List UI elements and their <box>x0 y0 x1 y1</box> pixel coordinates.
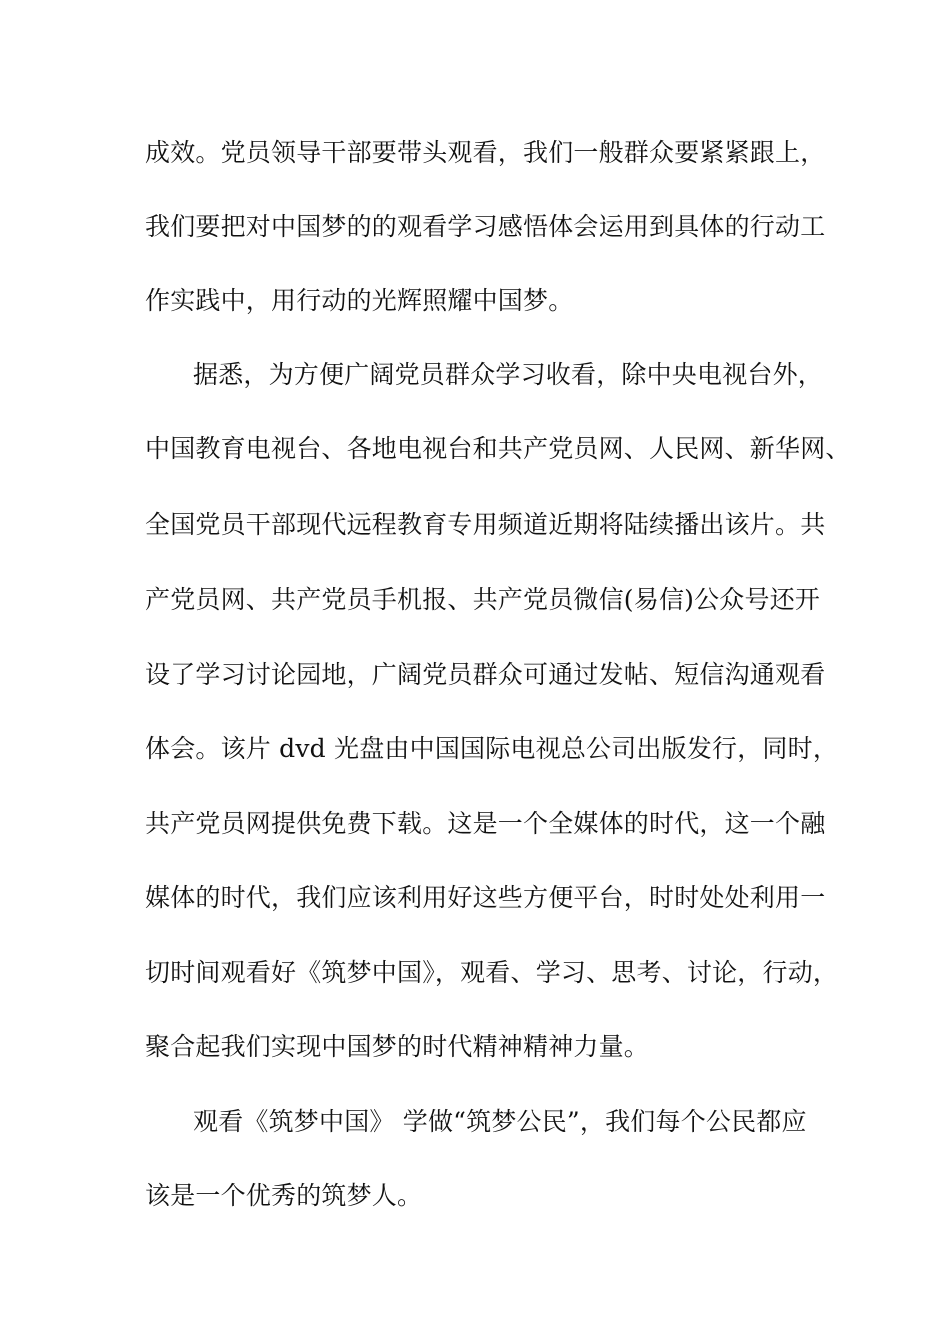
paragraph-line: 切时间观看好《筑梦中国》，观看、学习、思考、讨论，行动， <box>145 958 839 987</box>
paragraph-line: 聚合起我们实现中国梦的时代精神精神力量。 <box>145 1032 650 1061</box>
paragraph-first-line: 观看《筑梦中国》 学做“筑梦公民”，我们每个公民都应 <box>193 1107 807 1136</box>
paragraph-line: 设了学习讨论园地，广阔党员群众可通过发帖、短信沟通观看 <box>145 660 826 689</box>
paragraph-line: 中国教育电视台、各地电视台和共产党员网、人民网、新华网、 <box>145 434 851 463</box>
paragraph-line: 产党员网、共产党员手机报、共产党员微信(易信)公众号还开 <box>145 585 821 614</box>
paragraph-line: 全国党员干部现代远程教育专用频道近期将陆续播出该片。共 <box>145 510 826 539</box>
paragraph-line: 该是一个优秀的筑梦人。 <box>145 1181 423 1210</box>
paragraph-line: 我们要把对中国梦的的观看学习感悟体会运用到具体的行动工 <box>145 212 826 241</box>
paragraph-line: 作实践中，用行动的光辉照耀中国梦。 <box>145 286 574 315</box>
paragraph-line: 体会。该片 dvd 光盘由中国国际电视总公司出版发行，同时， <box>145 734 839 763</box>
paragraph-line: 共产党员网提供免费下载。这是一个全媒体的时代，这一个融 <box>145 809 826 838</box>
paragraph-first-line: 据悉，为方便广阔党员群众学习收看，除中央电视台外， <box>193 360 824 389</box>
paragraph-line: 媒体的时代，我们应该利用好这些方便平台，时时处处利用一 <box>145 883 826 912</box>
paragraph-line: 成效。党员领导干部要带头观看，我们一般群众要紧紧跟上， <box>145 138 826 167</box>
